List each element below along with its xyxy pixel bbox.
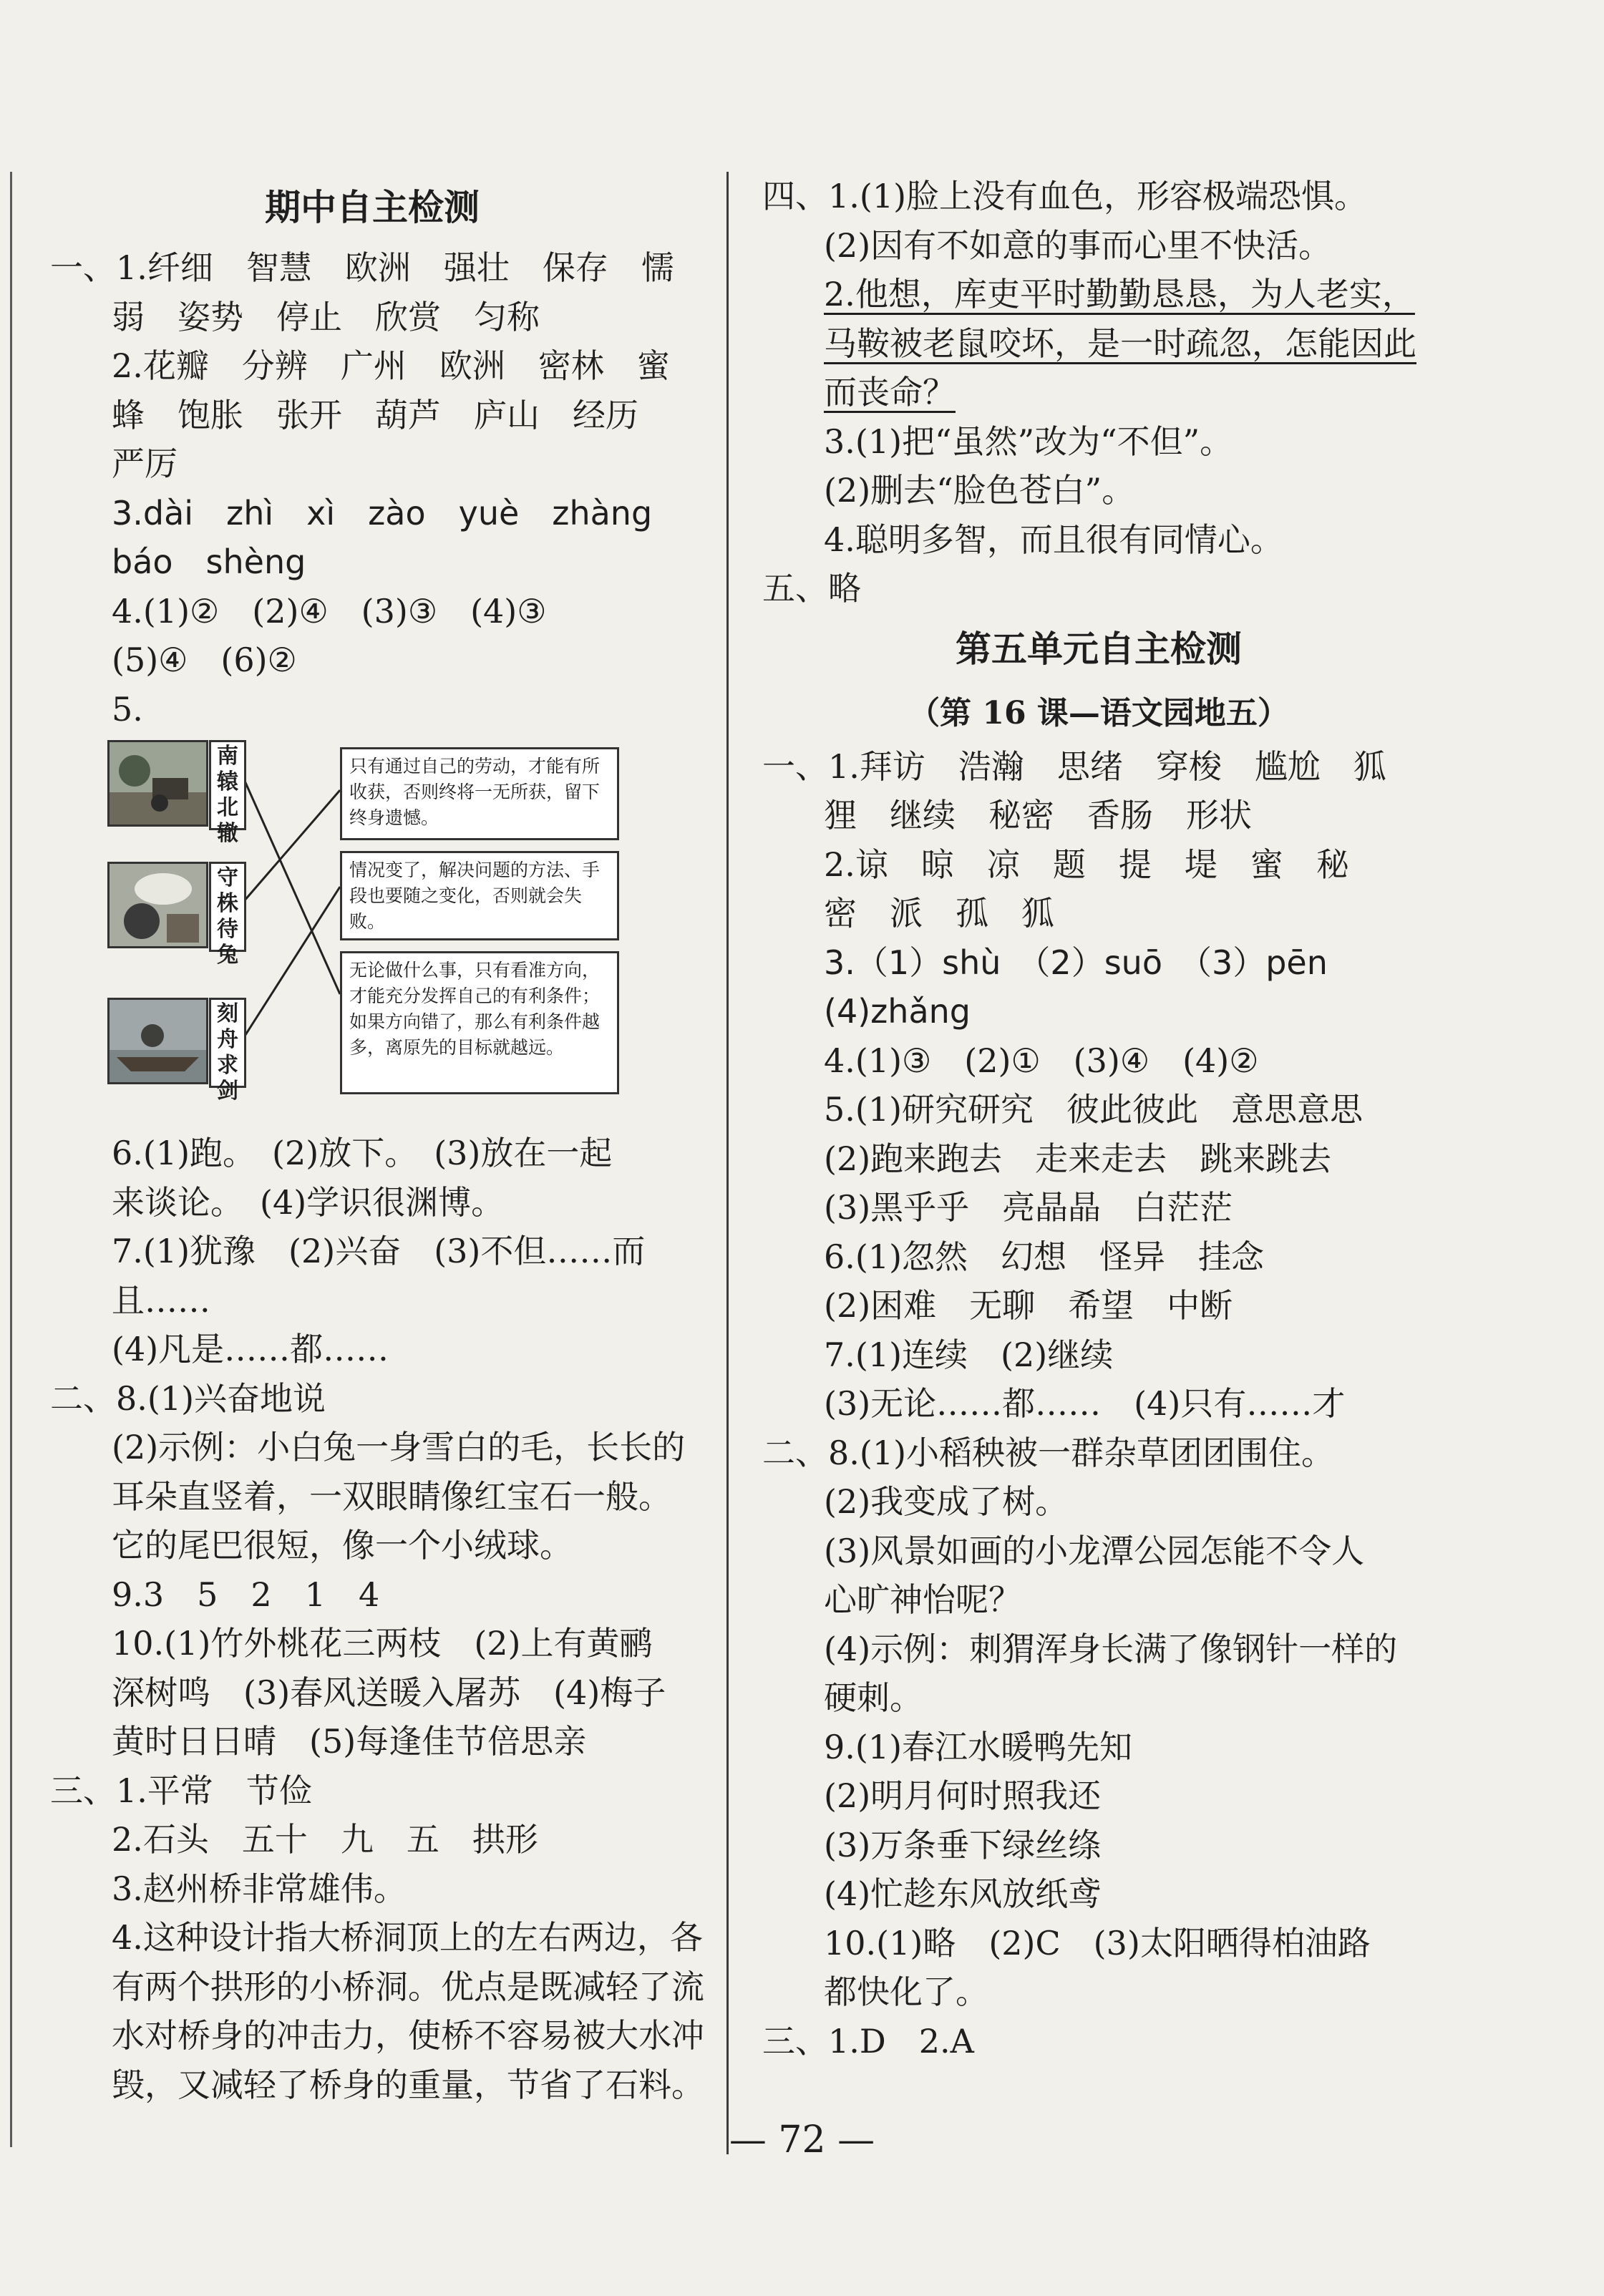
answer-line: 蜂 饱胀 张开 葫芦 庐山 经历 bbox=[112, 395, 638, 434]
answer-line: (2)跑来跑去 走来走去 跳来跳去 bbox=[824, 1139, 1332, 1178]
answer-line: 弱 姿势 停止 欣赏 匀称 bbox=[112, 297, 540, 336]
idiom-box bbox=[209, 998, 246, 1104]
answer-line: 严厉 bbox=[112, 444, 178, 483]
answer-line: 4.这种设计指大桥洞顶上的左右两边，各 bbox=[112, 1918, 703, 1957]
answer-line: 深树鸣 (3)春风送暖入屠苏 (4)梅子 bbox=[112, 1673, 666, 1712]
answer-line: 一、1.纤细 智慧 欧洲 强壮 保存 懦 bbox=[50, 248, 674, 287]
answer-line: (2)我变成了树。 bbox=[824, 1482, 1069, 1521]
answer-line: 3.赵州桥非常雄伟。 bbox=[112, 1869, 407, 1908]
idiom-matching-figure bbox=[50, 736, 694, 1123]
answer-line: 4.(1)② (2)④ (3)③ (4)③ bbox=[112, 591, 547, 631]
answer-line: 来谈论。 (4)学识很渊博。 bbox=[112, 1182, 505, 1222]
answer-line: (2)示例：小白兔一身雪白的毛，长长的 bbox=[112, 1428, 686, 1466]
answer-line: 4.(1)③ (2)① (3)④ (4)② bbox=[824, 1041, 1259, 1080]
unit5-subtitle: （第 16 课—语文园地五） bbox=[908, 694, 1289, 731]
answer-line: 水对桥身的冲击力，使桥不容易被大水冲 bbox=[112, 2016, 704, 2055]
idiom-box bbox=[209, 862, 246, 968]
rabbit-tree-illustration bbox=[107, 862, 208, 948]
answer-line: (4)zhǎng bbox=[824, 992, 971, 1031]
answer-line: (2)困难 无聊 希望 中断 bbox=[824, 1286, 1233, 1325]
answer-line: 三、1.平常 节俭 bbox=[50, 1771, 312, 1810]
answer-line: (2)删去“脸色苍白”。 bbox=[824, 471, 1135, 510]
answer-line: 耳朵直竖着，一双眼睛像红宝石一般。 bbox=[112, 1477, 671, 1516]
idiom-label: 南辕北辙 bbox=[217, 744, 238, 846]
idiom-label: 刻舟求剑 bbox=[217, 1001, 238, 1104]
answer-line: 3.（1）shù （2）suō （3）pēn bbox=[824, 943, 1328, 982]
meaning-box: 无论做什么事，只有看准方向，才能充分发挥自己的有利条件；如果方向错了，那么有利条件越多，离原先的目标就越远。 bbox=[340, 951, 619, 1094]
answer-line: 二、8.(1)小稻秧被一群杂草团团围住。 bbox=[762, 1433, 1335, 1472]
answer-line: 3.dài zhì xì zào yuè zhàng bbox=[112, 493, 653, 532]
answer-line: 密 派 孤 狐 bbox=[824, 894, 1054, 933]
answer-line: 3.(1)把“虽然”改为“不但”。 bbox=[824, 422, 1233, 461]
answer-line: 2.石头 五十 九 五 拱形 bbox=[112, 1820, 538, 1859]
answer-line: 7.(1)连续 (2)继续 bbox=[824, 1335, 1114, 1374]
answer-line: 7.(1)犹豫 (2)兴奋 (3)不但……而 bbox=[112, 1232, 646, 1270]
boat-sword-illustration bbox=[107, 998, 208, 1084]
unit5-title: 第五单元自主检测 bbox=[956, 627, 1242, 670]
answer-line: 心旷神怡呢？ bbox=[824, 1580, 1021, 1619]
answer-line: 毁，又减轻了桥身的重量，节省了石料。 bbox=[112, 2065, 704, 2104]
page-number: — 72 — bbox=[729, 2119, 875, 2161]
answer-line: 狸 继续 秘密 香肠 形状 bbox=[824, 796, 1252, 835]
answer-line: (3)万条垂下绿丝绦 bbox=[824, 1825, 1102, 1864]
meaning-box: 只有通过自己的劳动，才能有所收获，否则终将一无所获，留下终身遗憾。 bbox=[340, 747, 619, 840]
left-margin-rule bbox=[10, 172, 12, 2147]
answer-line: 五、略 bbox=[762, 569, 861, 608]
answer-line: (5)④ (6)② bbox=[112, 641, 297, 679]
answer-line: 9.(1)春江水暖鸭先知 bbox=[824, 1727, 1133, 1766]
left-column bbox=[50, 172, 704, 2109]
answer-line: 且…… bbox=[112, 1280, 210, 1320]
underlined-answer-line: 2.他想，库吏平时勤勤恳恳，为人老实， bbox=[824, 275, 1415, 313]
column-divider bbox=[726, 172, 729, 2154]
answer-line: (2)明月何时照我还 bbox=[824, 1776, 1102, 1815]
answer-line: 三、1.D 2.A bbox=[762, 2021, 974, 2061]
answer-line: (3)风景如画的小龙潭公园怎能不令人 bbox=[824, 1531, 1365, 1570]
answer-line: (4)示例：刺猬浑身长满了像钢针一样的 bbox=[824, 1629, 1398, 1668]
answer-line: 10.(1)竹外桃花三两枝 (2)上有黄鹂 bbox=[112, 1624, 653, 1663]
answer-line: 都快化了。 bbox=[824, 1972, 988, 2011]
answer-line: 二、8.(1)兴奋地说 bbox=[50, 1378, 326, 1418]
answer-line: (4)凡是……都…… bbox=[112, 1330, 389, 1368]
answer-line: 10.(1)略 (2)C (3)太阳晒得柏油路 bbox=[824, 1923, 1371, 1962]
answer-line: 4.聪明多智，而且很有同情心。 bbox=[824, 520, 1283, 559]
answer-line: 一、1.拜访 浩瀚 思绪 穿梭 尴尬 狐 bbox=[762, 746, 1386, 786]
answer-line: 5. bbox=[112, 689, 143, 729]
answer-line: (2)因有不如意的事而心里不快活。 bbox=[824, 225, 1332, 265]
answer-line: 2.谅 晾 凉 题 提 堤 蜜 秘 bbox=[824, 845, 1349, 884]
answer-line: (3)无论……都…… (4)只有……才 bbox=[824, 1384, 1346, 1423]
chariot-illustration bbox=[107, 740, 208, 827]
idiom-box bbox=[209, 740, 246, 846]
idiom-label: 守株待兔 bbox=[217, 865, 238, 968]
answer-line: 有两个拱形的小桥洞。优点是既减轻了流 bbox=[112, 1967, 704, 2006]
answer-line: (3)黑乎乎 亮晶晶 白茫茫 bbox=[824, 1188, 1233, 1227]
right-column bbox=[762, 172, 1435, 2066]
answer-line: 硬刺。 bbox=[824, 1678, 923, 1717]
meaning-box: 情况变了，解决问题的方法、手段也要随之变化，否则就会失败。 bbox=[340, 851, 619, 940]
answer-line: (4)忙趁东风放纸鸢 bbox=[824, 1874, 1102, 1913]
answer-line: 6.(1)跑。 (2)放下。 (3)放在一起 bbox=[112, 1134, 613, 1172]
midterm-title: 期中自主检测 bbox=[265, 186, 480, 228]
answer-line: 黄时日日晴 (5)每逢佳节倍思亲 bbox=[112, 1722, 587, 1761]
answer-line: 四、1.(1)脸上没有血色，形容极端恐惧。 bbox=[762, 177, 1368, 215]
underlined-answer-line: 而丧命？ bbox=[824, 373, 956, 412]
answer-line: 5.(1)研究研究 彼此彼此 意思意思 bbox=[824, 1090, 1364, 1129]
answer-line: báo shèng bbox=[112, 543, 306, 581]
answer-line: 它的尾巴很短，像一个小绒球。 bbox=[112, 1526, 573, 1565]
answer-line: 6.(1)忽然 幻想 怪异 挂念 bbox=[824, 1237, 1265, 1276]
underlined-answer-line: 马鞍被老鼠咬坏，是一时疏忽，怎能因此 bbox=[824, 324, 1416, 363]
answer-line: 2.花瓣 分辨 广州 欧洲 密林 蜜 bbox=[112, 346, 670, 385]
answer-line: 9.3 5 2 1 4 bbox=[112, 1575, 380, 1614]
